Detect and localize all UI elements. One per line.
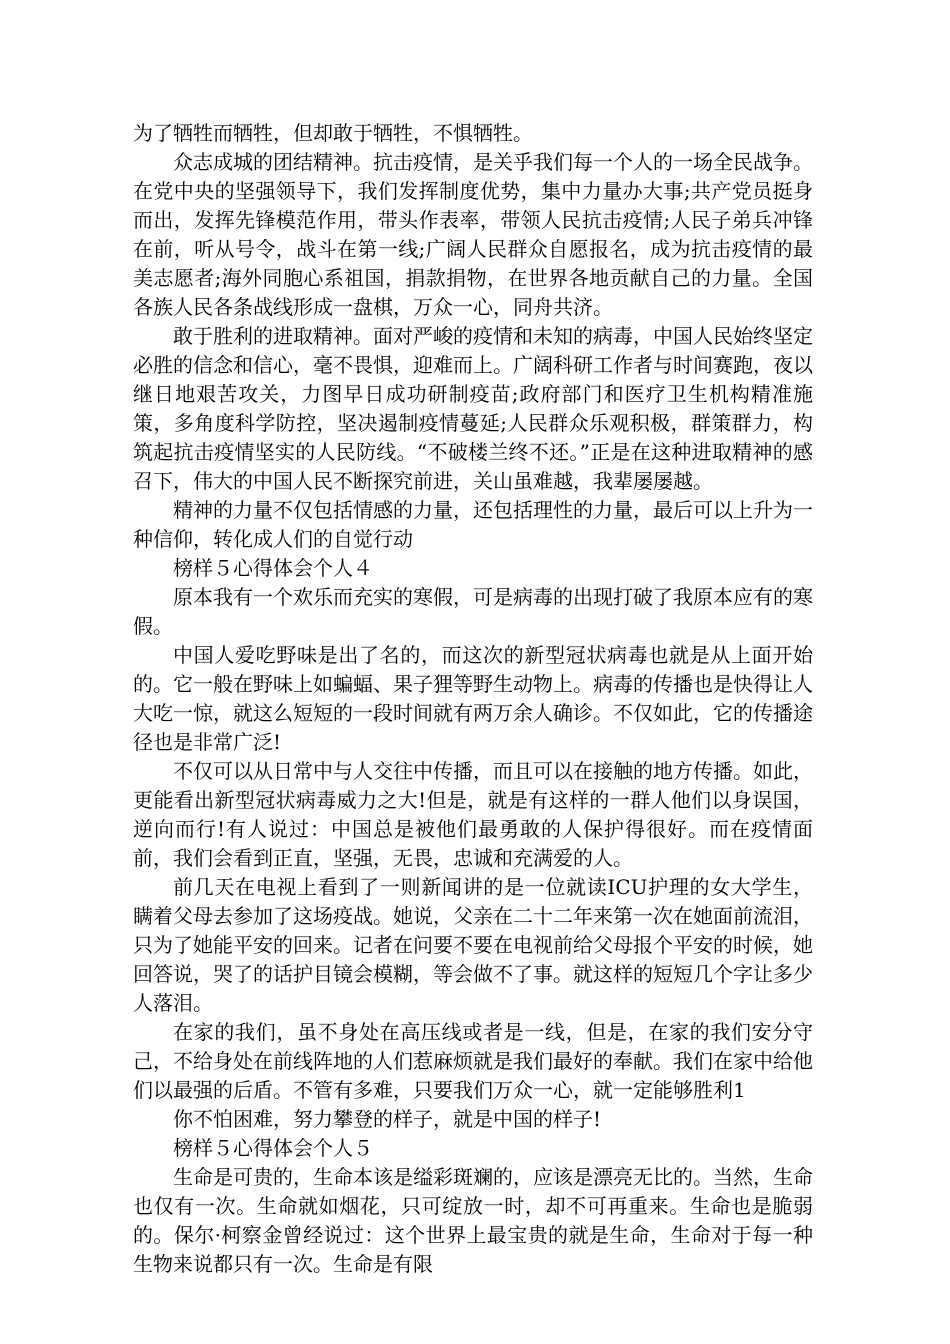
- section-heading: 榜样５心得体会个人５: [173, 1136, 373, 1160]
- paragraph: 不仅可以从日常中与人交往中传播，而且可以在接触的地方传播。如此，更能看出新型冠状病毒威力之大!但是，就是有这样的一群人他们以身误国，逆向而行!有人说过：中国总是被他们最勇敢的人保护得很好。而在疫情面前，我们会看到正直，坚强，无畏，忠诚和充满爱的人。: [133, 759, 813, 870]
- paragraph: 前几天在电视上看到了一则新闻讲的是一位就读ICU护理的女大学生，瞒着父母去参加了这场疫战。她说，父亲在二十二年来第一次在她面前流泪，只为了她能平安的回来。记者在问要不要在电视前给父母报个平安的时候，她回答说，哭了的话护目镜会模糊，等会做不了事。就这样的短短几个字让多少人落泪。: [133, 875, 813, 1015]
- paragraph: 众志成城的团结精神。抗击疫情，是关乎我们每一个人的一场全民战争。在党中央的坚强领导下，我们发挥制度优势，集中力量办大事;共产党员挺身而出，发挥先锋模范作用，带头作表率，带领人民抗击疫情;人民子弟兵冲锋在前，听从号令，战斗在第一线;广阔人民群众自愿报名，成为抗击疫情的最美志愿者;海外同胞心系祖国，捐款捐物，在世界各地贡献自己的力量。全国各族人民各条战线形成一盘棋，万众一心，同舟共济。: [133, 150, 813, 319]
- paragraph: 生命是可贵的，生命本该是缢彩斑斓的，应该是漂亮无比的。当然，生命也仅有一次。生命就如烟花，只可绽放一时，却不可再重来。生命也是脆弱的。保尔·柯察金曾经说过：这个世界上最宝贵的就是生命，生命对于每一种生物来说都只有一次。生命是有限: [133, 1165, 813, 1276]
- section-heading: 榜样５心得体会个人４: [173, 556, 373, 580]
- paragraph: 中国人爱吃野味是出了名的，而这次的新型冠状病毒也就是从上面开始的。它一般在野味上如蝙蝠、果子狸等野生动物上。病毒的传播也是快得让人大吃一惊，就这么短短的一段时间就有两万余人确诊。不仅如此，它的传播途径也是非常广泛!: [133, 643, 813, 754]
- paragraph: 精神的力量不仅包括情感的力量，还包括理性的力量，最后可以上升为一种信仰，转化成人们的自觉行动: [133, 498, 813, 551]
- paragraph: 为了牺牲而牺牲，但却敢于牺牲，不惧牺牲。: [133, 121, 533, 145]
- paragraph: 在家的我们，虽不身处在高压线或者是一线，但是，在家的我们安分守己，不给身处在前线阵地的人们惹麻烦就是我们最好的奉献。我们在家中给他们以最强的后盾。不管有多难，只要我们万众一心，就一定能够胜利1: [133, 1020, 813, 1102]
- paragraph: 敢于胜利的进取精神。面对严峻的疫情和未知的病毒，中国人民始终坚定必胜的信念和信心，毫不畏惧，迎难而上。广阔科研工作者与时间赛跑，夜以继日地艰苦攻关，力图早日成功研制疫苗;政府部门和医疗卫生机构精准施策，多角度科学防控，坚决遏制疫情蔓延;人民群众乐观积极，群策群力，构筑起抗击疫情坚实的人民防线。“不破楼兰终不还。”正是在这种进取精神的感召下，伟大的中国人民不断探究前进，关山虽难越，我辈屡屡越。: [133, 324, 813, 493]
- paragraph: 原本我有一个欢乐而充实的寒假，可是病毒的出现打破了我原本应有的寒假。: [133, 585, 813, 638]
- document-body: [133, 119, 813, 1279]
- paragraph: 你不怕困难，努力攀登的样子，就是中国的样子!: [173, 1107, 602, 1131]
